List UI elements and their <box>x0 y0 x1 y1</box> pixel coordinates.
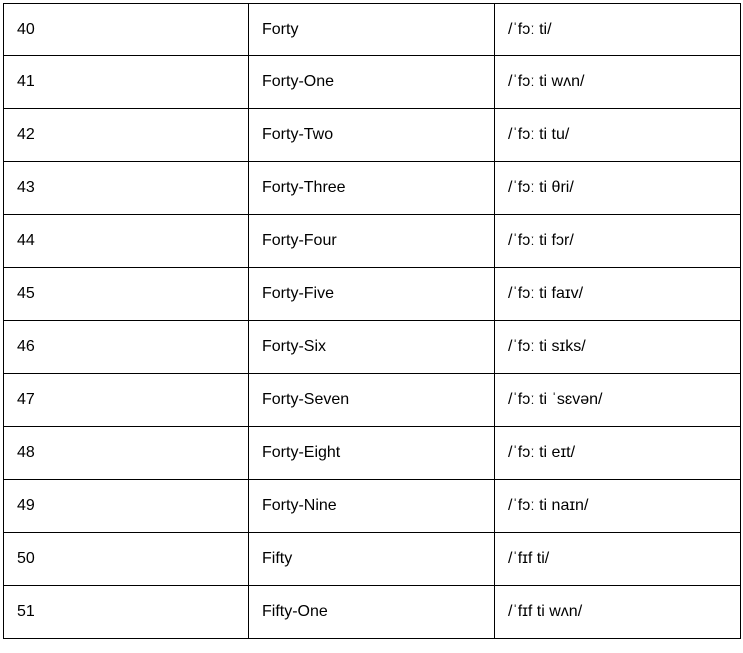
table-row <box>4 427 741 480</box>
word-cell: Forty-Eight <box>249 427 495 480</box>
table-body <box>4 4 741 639</box>
number-cell: 43 <box>4 162 249 215</box>
number-cell: 51 <box>4 586 249 639</box>
number-cell: 42 <box>4 109 249 162</box>
number-pronunciation-table <box>3 3 741 639</box>
table-row <box>4 215 741 268</box>
number-cell: 48 <box>4 427 249 480</box>
word-cell: Forty-Three <box>249 162 495 215</box>
pronunciation-cell: /ˈfɔː ti eɪt/ <box>495 427 741 480</box>
word-cell: Forty-Five <box>249 268 495 321</box>
pronunciation-cell: /ˈfɔː ti/ <box>495 4 741 56</box>
word-cell: Forty <box>249 4 495 56</box>
table-row <box>4 533 741 586</box>
number-cell: 47 <box>4 374 249 427</box>
table-row <box>4 374 741 427</box>
pronunciation-cell: /ˈfɪf ti/ <box>495 533 741 586</box>
table-row <box>4 56 741 109</box>
pronunciation-cell: /ˈfɔː ti faɪv/ <box>495 268 741 321</box>
word-cell: Forty-Nine <box>249 480 495 533</box>
number-cell: 41 <box>4 56 249 109</box>
table-row <box>4 586 741 639</box>
word-cell: Forty-Two <box>249 109 495 162</box>
word-cell: Forty-Four <box>249 215 495 268</box>
number-cell: 44 <box>4 215 249 268</box>
table-row <box>4 321 741 374</box>
table-row <box>4 162 741 215</box>
word-cell: Forty-One <box>249 56 495 109</box>
table-row <box>4 109 741 162</box>
pronunciation-cell: /ˈfɔː ti naɪn/ <box>495 480 741 533</box>
number-cell: 49 <box>4 480 249 533</box>
number-cell: 40 <box>4 4 249 56</box>
number-cell: 46 <box>4 321 249 374</box>
number-cell: 50 <box>4 533 249 586</box>
pronunciation-cell: /ˈfɔː ti tu/ <box>495 109 741 162</box>
word-cell: Forty-Six <box>249 321 495 374</box>
document-page <box>3 3 740 639</box>
word-cell: Forty-Seven <box>249 374 495 427</box>
table-row <box>4 4 741 56</box>
word-cell: Fifty <box>249 533 495 586</box>
table-row <box>4 268 741 321</box>
pronunciation-cell: /ˈfɪf ti wʌn/ <box>495 586 741 639</box>
word-cell: Fifty-One <box>249 586 495 639</box>
pronunciation-cell: /ˈfɔː ti θri/ <box>495 162 741 215</box>
pronunciation-cell: /ˈfɔː ti fɔr/ <box>495 215 741 268</box>
pronunciation-cell: /ˈfɔː ti sɪks/ <box>495 321 741 374</box>
pronunciation-cell: /ˈfɔː ti wʌn/ <box>495 56 741 109</box>
number-cell: 45 <box>4 268 249 321</box>
pronunciation-cell: /ˈfɔː ti ˈsɛvən/ <box>495 374 741 427</box>
table-row <box>4 480 741 533</box>
